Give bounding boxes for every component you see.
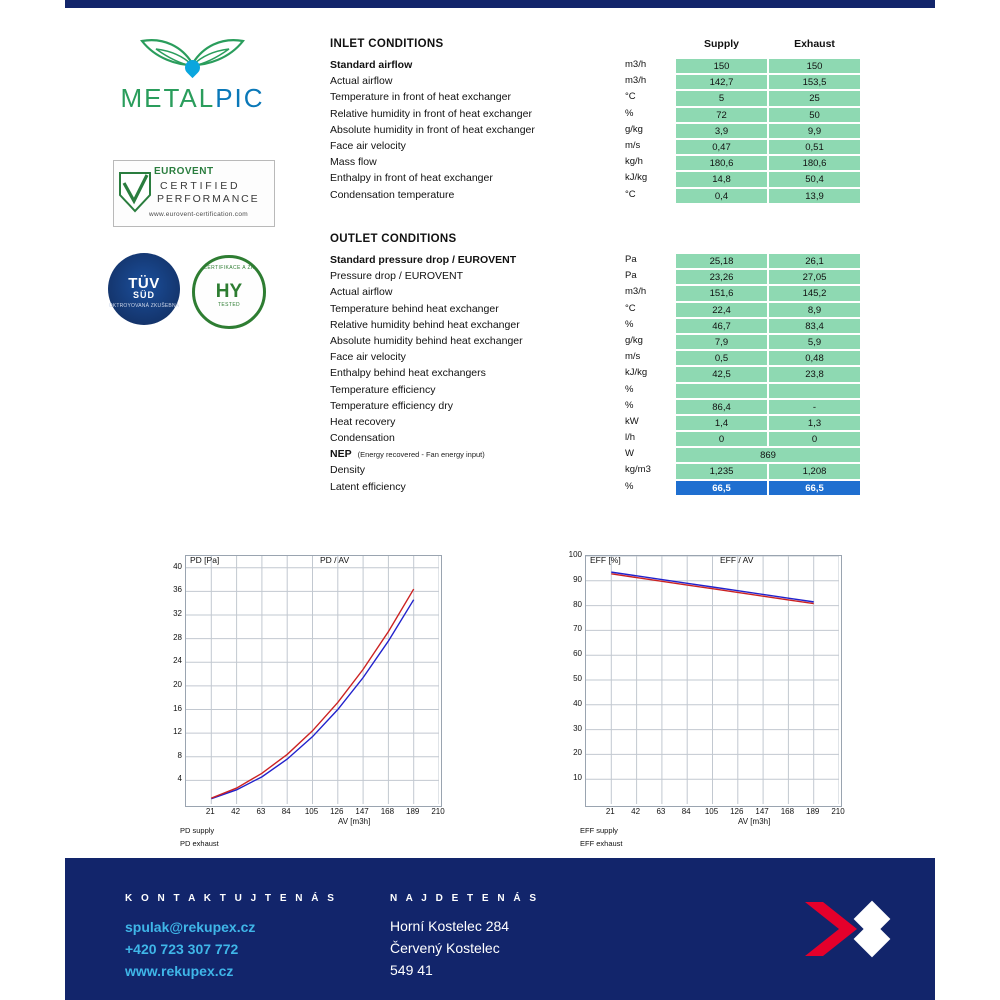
chart-pd-plot-area — [185, 555, 442, 807]
brand-wordmark: METALPIC — [120, 83, 265, 113]
axis-tick-label: 42 — [631, 807, 641, 816]
metalpic-logo — [90, 25, 295, 135]
axis-tick-label: 50 — [573, 674, 582, 683]
hy-bottom-text: TESTED — [217, 302, 241, 308]
footer-find-heading: N A J D E T E N Á S — [390, 893, 540, 904]
row-label: Temperature efficiency dry — [330, 399, 453, 412]
row-value-supply: 180,6 — [675, 155, 768, 171]
axis-tick-label: 63 — [256, 807, 266, 816]
inlet-conditions-section — [330, 38, 870, 204]
row-value-wide: 869 — [675, 447, 861, 463]
row-value-exhaust: 25 — [768, 90, 861, 106]
tuv-line3: OKTROYOVANÁ ZKUŠEBNA — [108, 303, 180, 309]
axis-tick-label: 40 — [173, 561, 182, 571]
row-value-supply: 23,26 — [675, 269, 768, 285]
table-row — [330, 415, 870, 431]
footer-email[interactable]: spulak@rekupex.cz — [125, 919, 256, 935]
eurovent-line1: CERTIFIED — [160, 180, 241, 192]
table-row — [330, 155, 870, 171]
axis-tick-label: 63 — [656, 807, 666, 816]
axis-tick-label: 42 — [231, 807, 241, 816]
chart-eff-xlabel: AV [m3h] — [738, 817, 771, 826]
chart-eff-av — [560, 545, 860, 848]
page-footer — [65, 858, 935, 1000]
axis-tick-label: 70 — [573, 624, 582, 634]
row-label: Condensation — [330, 432, 395, 445]
row-label: Pressure drop / EUROVENT — [330, 270, 464, 283]
row-value-exhaust: 50 — [768, 107, 861, 123]
table-row — [330, 334, 870, 350]
row-value-exhaust: 8,9 — [768, 302, 861, 318]
axis-tick-label: 36 — [173, 585, 182, 595]
eurovent-url: www.eurovent-certification.com — [149, 211, 248, 218]
branding-column — [90, 25, 295, 325]
row-unit: % — [625, 399, 634, 411]
row-label: Temperature behind heat exchanger — [330, 302, 499, 315]
table-row — [330, 463, 870, 479]
table-row — [330, 350, 870, 366]
row-unit: m3/h — [625, 286, 647, 298]
eurovent-title: EUROVENT — [154, 166, 214, 177]
row-value-exhaust: 150 — [768, 58, 861, 74]
table-row — [330, 318, 870, 334]
row-unit: °C — [625, 188, 636, 200]
row-label: Relative humidity in front of heat exchanger — [330, 107, 532, 120]
table-row — [330, 366, 870, 382]
row-value-exhaust: 27,05 — [768, 269, 861, 285]
axis-tick-label: 189 — [406, 807, 420, 816]
axis-tick-label: 105 — [304, 807, 319, 816]
inlet-column-exhaust: Exhaust — [794, 38, 835, 50]
axis-tick-label: 32 — [173, 609, 182, 619]
row-value-supply: 14,8 — [675, 171, 768, 187]
row-unit: m/s — [625, 139, 641, 151]
table-row — [330, 188, 870, 204]
row-value-exhaust: 145,2 — [768, 285, 861, 301]
tuv-line2: SÜD — [132, 290, 155, 300]
row-label: NEP (Energy recovered - Fan energy input) — [330, 448, 485, 461]
row-value-exhaust: 1,208 — [768, 463, 861, 479]
row-value-supply: 42,5 — [675, 366, 768, 382]
row-unit: % — [625, 383, 634, 395]
table-row — [330, 383, 870, 399]
top-left-spacer — [0, 0, 65, 8]
row-unit: kJ/kg — [625, 172, 648, 184]
row-unit: Pa — [625, 254, 637, 265]
certification-badges — [108, 253, 288, 325]
row-value-exhaust: 9,9 — [768, 123, 861, 139]
hy-top-text: CERTIFIKACE A ZK — [203, 265, 255, 271]
row-value-supply: 5 — [675, 90, 768, 106]
table-row — [330, 74, 870, 90]
axis-tick-label: 21 — [205, 807, 215, 816]
axis-tick-label: 20 — [573, 748, 582, 758]
row-value-supply: 0,4 — [675, 188, 768, 204]
row-value-supply: 7,9 — [675, 334, 768, 350]
outlet-conditions-section — [330, 233, 870, 496]
row-unit: °C — [625, 302, 636, 314]
row-label: Relative humidity behind heat exchanger — [330, 318, 520, 331]
row-value-supply: 86,4 — [675, 399, 768, 415]
axis-tick-label: 20 — [173, 679, 182, 689]
table-row — [330, 269, 870, 285]
axis-tick-label: 84 — [681, 807, 691, 816]
axis-tick-label: 168 — [380, 807, 395, 816]
axis-tick-label: 147 — [755, 807, 769, 816]
axis-tick-label: 21 — [605, 807, 615, 816]
inlet-rows — [330, 58, 870, 204]
row-unit: kg/m3 — [625, 464, 651, 476]
axis-tick-label: 8 — [177, 750, 182, 760]
row-value-supply: 46,7 — [675, 318, 768, 334]
row-value-exhaust: 0,51 — [768, 139, 861, 155]
table-row — [330, 447, 870, 463]
footer-website[interactable]: www.rekupex.cz — [125, 963, 234, 979]
row-value-exhaust: 23,8 — [768, 366, 861, 382]
row-unit: m/s — [625, 351, 641, 363]
chart-eff-ylabel: EFF [%] — [590, 555, 621, 565]
table-row — [330, 90, 870, 106]
axis-tick-label: 28 — [173, 632, 182, 642]
row-label: Actual airflow — [330, 286, 393, 299]
hy-main-text: HY — [215, 281, 243, 302]
axis-tick-label: 168 — [780, 807, 795, 816]
row-unit: % — [625, 318, 634, 330]
row-value-exhaust: 153,5 — [768, 74, 861, 90]
row-label: Enthalpy behind heat exchangers — [330, 367, 486, 380]
row-label: Condensation temperature — [330, 188, 455, 201]
chart-pd-av — [160, 545, 460, 848]
axis-tick-label: 84 — [281, 807, 291, 816]
row-unit: kg/h — [625, 156, 643, 168]
row-value-exhaust: 180,6 — [768, 155, 861, 171]
axis-tick-label: 105 — [704, 807, 719, 816]
row-label: Face air velocity — [330, 351, 406, 364]
row-value-supply: 0,47 — [675, 139, 768, 155]
row-unit: Pa — [625, 270, 637, 282]
row-label: Enthalpy in front of heat exchanger — [330, 172, 493, 185]
row-label: Latent efficiency — [330, 480, 406, 493]
footer-phone[interactable]: +420 723 307 772 — [125, 941, 239, 957]
chart-pd-legend-exhaust: PD exhaust — [180, 839, 219, 848]
axis-tick-label: 80 — [573, 599, 582, 609]
table-row — [330, 253, 870, 269]
axis-tick-label: 40 — [573, 698, 582, 708]
row-unit: m3/h — [625, 75, 647, 87]
table-row — [330, 431, 870, 447]
table-row — [330, 399, 870, 415]
footer-contact-heading: K O N T A K T U J T E N Á S — [125, 893, 337, 904]
axis-tick-label: 60 — [573, 649, 582, 659]
axis-tick-label: 100 — [568, 550, 582, 559]
axis-tick-label: 24 — [173, 656, 182, 666]
row-unit: % — [625, 480, 634, 492]
row-value-exhaust: 66,5 — [768, 480, 861, 496]
tuv-line1: TÜV — [128, 275, 160, 292]
row-value-supply — [675, 383, 768, 399]
table-row — [330, 123, 870, 139]
chart-eff-legend-exhaust: EFF exhaust — [580, 839, 623, 848]
chart-eff-legend-supply: EFF supply — [580, 826, 618, 835]
chart-eff-plot-area — [585, 555, 842, 807]
table-row — [330, 285, 870, 301]
row-value-supply: 0,5 — [675, 350, 768, 366]
axis-tick-label: 147 — [355, 807, 369, 816]
row-value-exhaust: 50,4 — [768, 171, 861, 187]
rekupex-logo-icon — [805, 898, 935, 960]
tuv-sud-badge — [108, 253, 180, 325]
row-label: Absolute humidity in front of heat exchanger — [330, 123, 535, 136]
outlet-rows — [330, 253, 870, 496]
row-value-supply: 1,4 — [675, 415, 768, 431]
row-value-supply: 0 — [675, 431, 768, 447]
row-value-supply: 3,9 — [675, 123, 768, 139]
axis-tick-label: 16 — [173, 703, 182, 713]
inlet-section-title: INLET CONDITIONS — [330, 38, 444, 50]
row-value-supply: 66,5 — [675, 480, 768, 496]
row-unit: g/kg — [625, 123, 643, 135]
row-value-supply: 142,7 — [675, 74, 768, 90]
row-label: Standard pressure drop / EUROVENT — [330, 254, 517, 266]
row-value-supply: 150 — [675, 58, 768, 74]
row-label: Face air velocity — [330, 139, 406, 152]
row-value-exhaust: 26,1 — [768, 253, 861, 269]
row-value-exhaust: 0 — [768, 431, 861, 447]
row-unit: m3/h — [625, 59, 647, 70]
row-value-supply: 151,6 — [675, 285, 768, 301]
axis-tick-label: 210 — [831, 807, 845, 816]
table-row — [330, 107, 870, 123]
inlet-column-supply: Supply — [703, 38, 739, 50]
row-label: Temperature efficiency — [330, 383, 436, 396]
chart-pd-title: PD / AV — [320, 555, 350, 565]
table-row — [330, 139, 870, 155]
row-label: Standard airflow — [330, 59, 413, 71]
row-value-exhaust: 13,9 — [768, 188, 861, 204]
row-unit: g/kg — [625, 334, 643, 346]
footer-address-line1: Horní Kostelec 284 — [390, 918, 510, 934]
row-value-exhaust: - — [768, 399, 861, 415]
row-value-exhaust: 83,4 — [768, 318, 861, 334]
row-label: Temperature in front of heat exchanger — [330, 91, 511, 104]
row-label: Mass flow — [330, 156, 377, 169]
chart-pd-svg — [186, 556, 439, 804]
row-sublabel: (Energy recovered - Fan energy input) — [357, 450, 485, 460]
axis-tick-label: 4 — [177, 774, 182, 784]
axis-tick-label: 30 — [573, 723, 582, 733]
chart-eff-svg — [586, 556, 839, 804]
row-value-exhaust: 5,9 — [768, 334, 861, 350]
row-label: Actual airflow — [330, 75, 393, 88]
axis-tick-label: 12 — [173, 727, 182, 737]
row-value-supply: 1,235 — [675, 463, 768, 479]
table-row — [330, 171, 870, 187]
table-row — [330, 58, 870, 74]
footer-address-line2: Červený Kostelec — [390, 940, 500, 956]
row-value-supply: 72 — [675, 107, 768, 123]
row-unit: kW — [625, 415, 639, 427]
axis-tick-label: 90 — [573, 574, 582, 584]
axis-tick-label: 126 — [330, 807, 344, 816]
chart-eff-title: EFF / AV — [720, 555, 754, 565]
eurovent-line2: PERFORMANCE — [157, 193, 260, 205]
eurovent-certificate-badge — [113, 160, 275, 227]
row-label: Heat recovery — [330, 415, 396, 428]
top-accent-bar — [65, 0, 935, 8]
chart-pd-ylabel: PD [Pa] — [190, 555, 220, 565]
row-unit: l/h — [625, 432, 636, 444]
footer-address-line3: 549 41 — [390, 962, 433, 978]
chart-pd-legend-supply: PD supply — [180, 826, 215, 835]
row-value-supply: 22,4 — [675, 302, 768, 318]
row-unit: % — [625, 107, 634, 119]
axis-tick-label: 210 — [431, 807, 445, 816]
hy-certification-badge — [192, 255, 266, 329]
row-value-exhaust: 0,48 — [768, 350, 861, 366]
row-unit: kJ/kg — [625, 367, 648, 379]
outlet-section-title: OUTLET CONDITIONS — [330, 233, 457, 245]
axis-tick-label: 10 — [573, 773, 582, 783]
row-label: Absolute humidity behind heat exchanger — [330, 334, 523, 347]
row-value-supply: 25,18 — [675, 253, 768, 269]
row-unit: °C — [625, 91, 636, 103]
row-value-exhaust — [768, 383, 861, 399]
table-row — [330, 480, 870, 496]
row-unit: W — [625, 448, 634, 460]
row-value-exhaust: 1,3 — [768, 415, 861, 431]
chart-pd-xlabel: AV [m3h] — [338, 817, 371, 826]
table-row — [330, 302, 870, 318]
row-label: Density — [330, 464, 366, 477]
axis-tick-label: 189 — [806, 807, 820, 816]
axis-tick-label: 126 — [730, 807, 744, 816]
eurovent-mark-icon — [118, 169, 152, 213]
